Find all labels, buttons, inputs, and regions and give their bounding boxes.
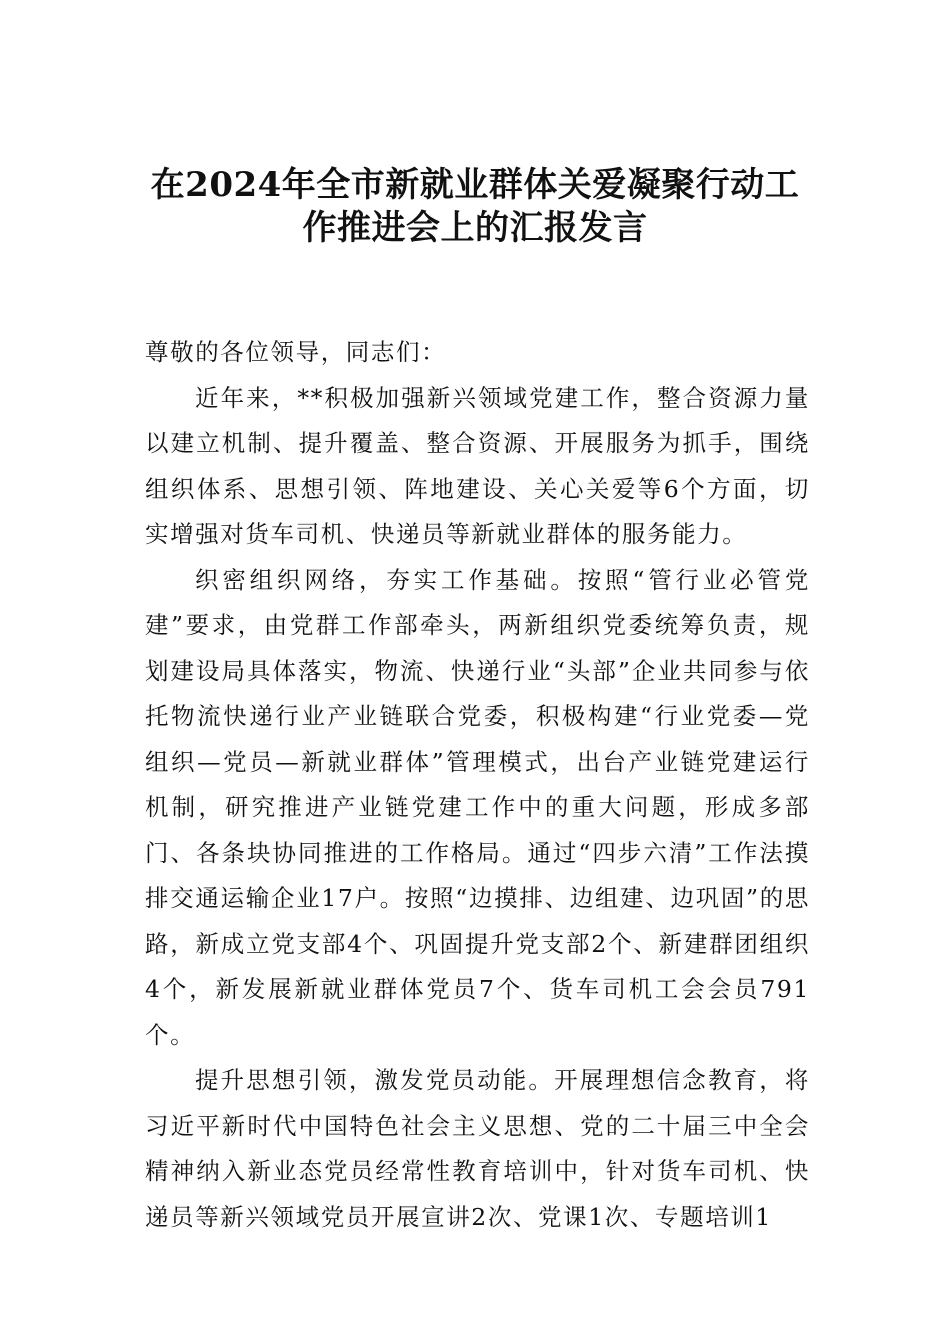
document-title-line-1: 在2024年全市新就业群体关爱凝聚行动工 [150, 165, 800, 205]
document-body [145, 330, 810, 1240]
paragraph-intro: 近年来，**积极加强新兴领域党建工作，整合资源力量以建立机制、提升覆盖、整合资源、开展服务为抓手，围绕组织体系、思想引领、阵地建设、关心关爱等6个方面，切实增强对货车司机、快递员等新就业群体的服务能力。 [145, 383, 810, 548]
paragraph-ideological-guidance: 提升思想引领，激发党员动能。开展理想信念教育，将习近平新时代中国特色社会主义思想、党的二十届三中全会精神纳入新业态党员经常性教育培训中，针对货车司机、快递员等新兴领域党员开展宣讲2次、党课1次、专题培训1 [145, 1066, 810, 1231]
salutation: 尊敬的各位领导，同志们： [145, 338, 447, 366]
paragraph-organization-network: 织密组织网络，夯实工作基础。按照“管行业必管党建”要求，由党群工作部牵头，两新组织党委统筹负责，规划建设局具体落实，物流、快递行业“头部”企业共同参与依托物流快递行业产业链联合党委，积极构建“行业党委—党组织—党员—新就业群体”管理模式，出台产业链党建运行机制，研究推进产业链党建工作中的重大问题，形成多部门、各条块协同推进的工作格局。通过“四步六清”工作法摸排交通运输企业17户。按照“边摸排、边组建、边巩固”的思路，新成立党支部4个、巩固提升党支部2个、新建群团组织4个，新发展新就业群体党员7个、货车司机工会会员791个。 [145, 565, 810, 1049]
document-title-line-2: 作推进会上的汇报发言 [302, 208, 648, 248]
